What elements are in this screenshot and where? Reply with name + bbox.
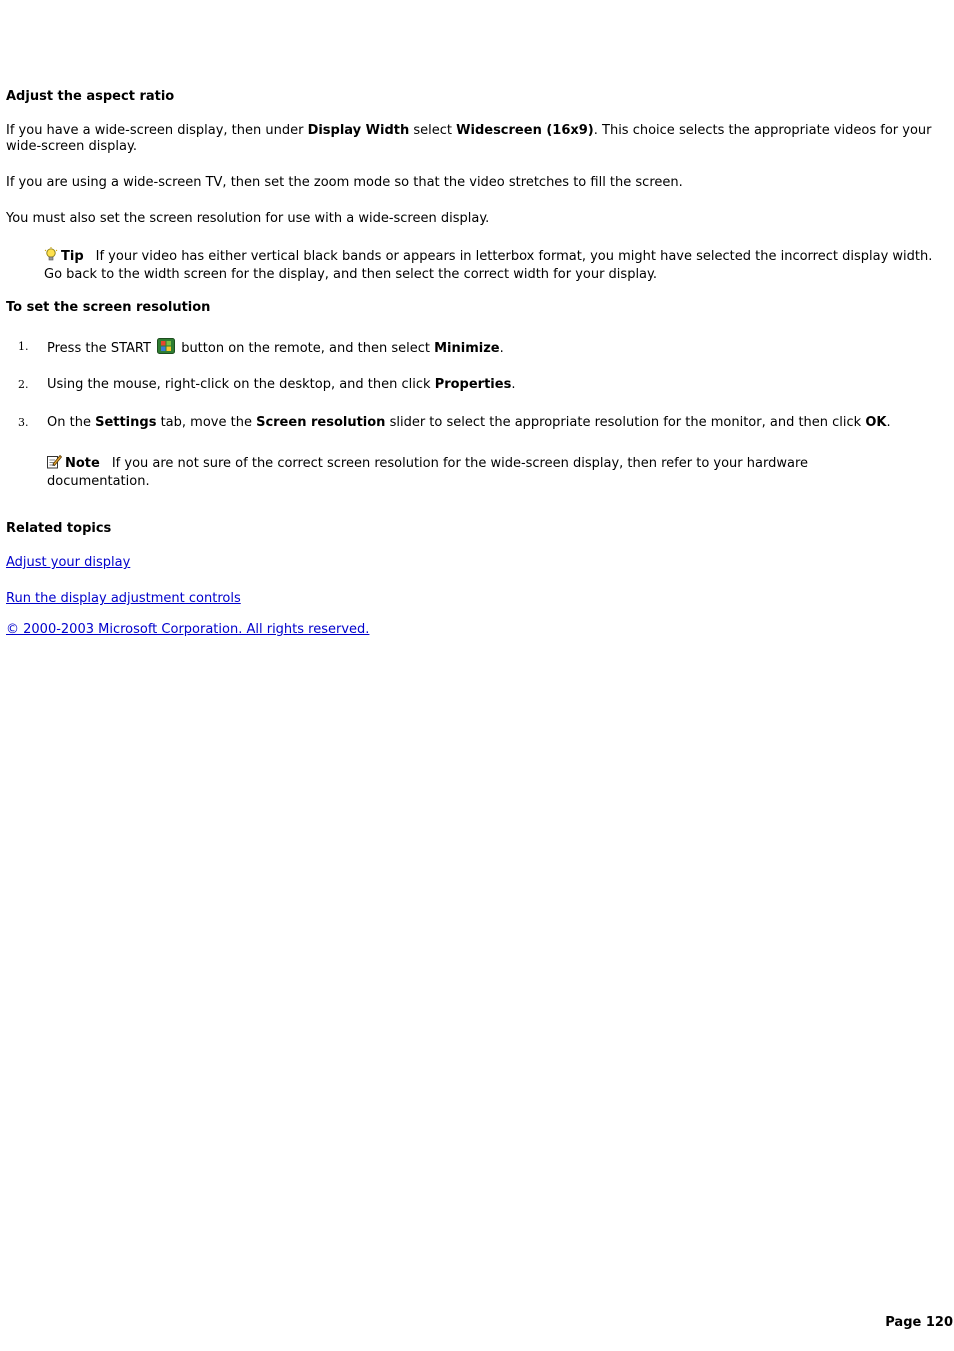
tip-text: If your video has either vertical black bands or appears in letterbox format, you might have selected the incorrect display width. Go back to the width screen for the display, and then select the correct width for your display. — [44, 249, 933, 282]
note-label: Note — [65, 456, 100, 471]
step-2-text-a: Using the mouse, right-click on the desktop, and then click — [47, 377, 435, 392]
page-number: Page 120 — [885, 1315, 953, 1330]
step-1-text-d: . — [499, 341, 504, 356]
step-3-text-g: . — [886, 415, 891, 430]
properties-term: Properties — [434, 377, 512, 392]
note-pencil-icon — [47, 454, 62, 474]
p1-text-c: select — [409, 123, 457, 138]
step-1-text-b: button on the remote, and then select — [177, 341, 435, 356]
p1-text-e: . This choice selects the appropriate videos for your wide-screen display. — [6, 123, 932, 154]
tip-label: Tip — [61, 249, 84, 264]
minimize-term: Minimize — [434, 341, 500, 356]
section-heading-aspect-ratio: Adjust the aspect ratio — [6, 89, 175, 104]
display-width-term: Display Width — [307, 123, 410, 138]
step-3-text-c: tab, move the — [156, 415, 257, 430]
step-2-text-c: . — [511, 377, 516, 392]
screen-resolution-term: Screen resolution — [256, 415, 386, 430]
ok-term: OK — [865, 415, 887, 430]
copyright-link[interactable]: © 2000-2003 Microsoft Corporation. All rights reserved. — [6, 622, 370, 637]
related-topics-heading: Related topics — [6, 521, 112, 536]
step-number: 1. — [18, 340, 29, 353]
link-adjust-your-display[interactable]: Adjust your display — [6, 555, 131, 570]
step-2-text — [47, 377, 515, 393]
step-1-text — [47, 338, 504, 358]
lightbulb-icon — [44, 247, 58, 267]
widescreen-term: Widescreen (16x9) — [456, 123, 594, 138]
step-3-text-e: slider to select the appropriate resolution for the monitor, and then click — [385, 415, 866, 430]
link-run-display-adjustment-controls[interactable]: Run the display adjustment controls — [6, 591, 241, 606]
note-text: If you are not sure of the correct screen resolution for the wide-screen display, then refer to your hardware documentation. — [47, 456, 809, 489]
step-1-text-a: Press the START — [47, 341, 156, 356]
aspect-paragraph-3: You must also set the screen resolution for use with a wide-screen display. — [6, 211, 490, 226]
note-block — [47, 454, 877, 490]
step-3-text — [47, 415, 891, 431]
settings-term: Settings — [95, 415, 157, 430]
section-heading-screen-resolution: To set the screen resolution — [6, 300, 211, 315]
tip-block — [44, 247, 949, 283]
aspect-paragraph-2: If you are using a wide-screen TV, then set the zoom mode so that the video stretches to fill the screen. — [6, 175, 683, 190]
step-3-text-a: On the — [47, 415, 96, 430]
aspect-paragraph-1 — [6, 123, 941, 155]
step-number: 2. — [18, 378, 29, 391]
p1-text-a: If you have a wide-screen display, then under — [6, 123, 308, 138]
step-number: 3. — [18, 416, 29, 429]
windows-start-icon — [157, 338, 175, 354]
